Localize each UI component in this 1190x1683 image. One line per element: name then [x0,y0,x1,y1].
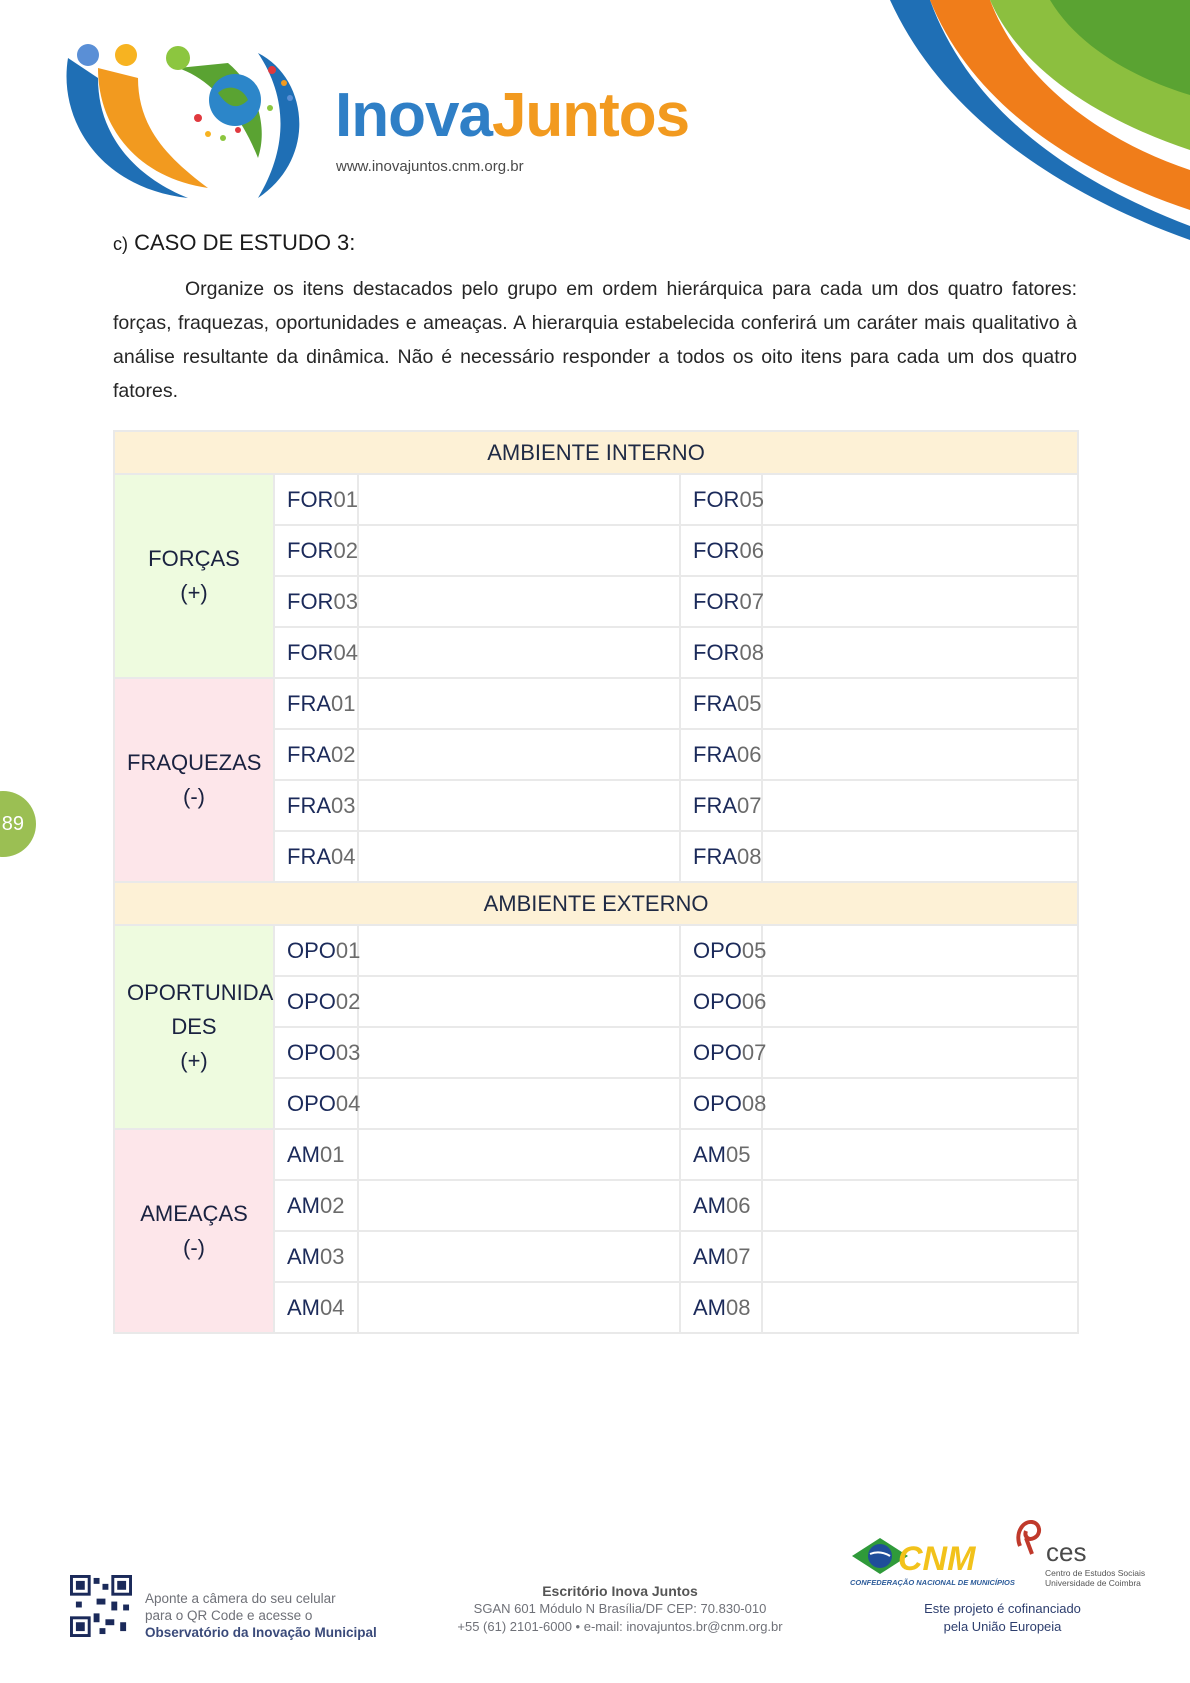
item-prefix: OPO [287,937,336,963]
answer-cell[interactable] [358,729,680,780]
answer-cell[interactable] [762,976,1078,1027]
item-prefix: OPO [693,1039,742,1065]
item-code [274,525,358,576]
answer-cell[interactable] [358,1129,680,1180]
category-label-cont: DES [171,1014,217,1039]
item-number: 05 [741,937,767,963]
category-sign: (-) [183,1235,205,1260]
item-number: 02 [320,1192,345,1218]
intro-paragraph: Organize os itens destacados pelo grupo em ordem hierárquica para cada um dos quatro fatores: forças, fraquezas, oportunidades e ameaças. A hierarquia estabelecida conferirá um caráter mais qualitativo à análise resultante da dinâmica. Não é necessário responder a todos os oito itens para cada um dos quatro fatores. [113,278,1077,402]
brand-part-inova: Inova [335,81,492,150]
item-prefix: AM [693,1294,726,1320]
item-code [680,1129,762,1180]
category-sign: (+) [180,1048,208,1073]
item-code [274,925,361,976]
item-number: 03 [335,1039,361,1065]
item-code [274,474,358,525]
table-row [114,1129,1078,1180]
section-prefix: c) [113,234,128,254]
item-number: 08 [741,1090,767,1116]
table-row [114,474,1078,525]
item-code [680,1282,762,1333]
answer-cell[interactable] [358,831,680,882]
item-number: 03 [320,1243,345,1269]
item-number: 05 [739,486,764,512]
item-prefix: FRA [287,792,331,818]
corner-swoosh-graphic [850,0,1190,240]
item-prefix: OPO [287,988,336,1014]
item-number: 04 [320,1294,345,1320]
item-code [274,576,358,627]
item-prefix: AM [287,1243,320,1269]
item-prefix: AM [287,1141,320,1167]
answer-cell[interactable] [762,729,1078,780]
item-number: 07 [739,588,764,614]
category-forcas [114,474,274,678]
answer-cell[interactable] [358,474,680,525]
answer-cell[interactable] [762,474,1078,525]
category-sign: (-) [183,784,205,809]
answer-cell[interactable] [358,1078,680,1129]
answer-cell[interactable] [358,1180,680,1231]
category-fraquezas [114,678,274,882]
answer-cell[interactable] [762,576,1078,627]
qr-line-1: Aponte a câmera do seu celular [145,1591,336,1606]
item-code [680,780,762,831]
page-number: 89 [1,812,24,835]
item-code [680,1231,762,1282]
item-prefix: FRA [693,690,737,716]
item-code [274,780,358,831]
external-header: AMBIENTE EXTERNO [114,882,1078,925]
item-code [274,627,358,678]
item-code [680,1078,767,1129]
answer-cell[interactable] [762,780,1078,831]
item-number: 08 [726,1294,751,1320]
category-oportunidades [114,925,274,1129]
item-code [274,1129,358,1180]
swot-table [113,430,1079,1334]
qr-line-2: para o QR Code e acesse o [145,1608,313,1623]
eu-line-2: pela União Europeia [943,1619,1062,1634]
item-number: 05 [726,1141,751,1167]
item-prefix: FOR [287,639,334,665]
item-number: 03 [331,792,356,818]
item-code [680,678,762,729]
item-number: 04 [335,1090,361,1116]
answer-cell[interactable] [358,925,680,976]
item-code [680,1180,762,1231]
ces-subtitle [1045,1568,1145,1588]
item-prefix: FOR [693,486,740,512]
item-number: 02 [331,741,356,767]
item-code [680,831,762,882]
qr-line-3 [145,1624,377,1641]
answer-cell[interactable] [358,1231,680,1282]
office-address: SGAN 601 Módulo N Brasília/DF CEP: 70.830-010 [473,1601,767,1616]
answer-cell[interactable] [762,1282,1078,1333]
item-number: 06 [737,741,762,767]
item-code [274,729,358,780]
item-number: 04 [333,639,358,665]
answer-cell[interactable] [358,780,680,831]
item-code [680,976,767,1027]
item-code [680,729,762,780]
cnm-subtitle: CONFEDERAÇÃO NACIONAL DE MUNICÍPIOS [850,1578,1015,1587]
item-code [274,1027,361,1078]
answer-cell[interactable] [762,627,1078,678]
item-code [274,831,358,882]
item-prefix: AM [287,1294,320,1320]
item-prefix: FRA [693,792,737,818]
item-prefix: OPO [287,1039,336,1065]
section-title: CASO DE ESTUDO 3: [134,230,356,255]
item-number: 08 [739,639,764,665]
item-code [274,1078,361,1129]
header-url: www.inovajuntos.cnm.org.br [336,158,524,175]
eu-funding-note [905,1600,1100,1636]
section-heading [113,230,355,256]
internal-header-row [114,431,1078,474]
item-prefix: OPO [693,1090,742,1116]
item-number: 07 [726,1243,751,1269]
item-number: 02 [333,537,358,563]
office-contact: +55 (61) 2101-6000 • e-mail: inovajuntos.br@cnm.org.br [457,1619,783,1634]
item-code [274,678,358,729]
item-code [274,1180,358,1231]
item-prefix: OPO [287,1090,336,1116]
item-prefix: FOR [287,537,334,563]
answer-cell[interactable] [762,1231,1078,1282]
category-label: OPORTUNIDA [127,980,274,1005]
item-code [680,525,762,576]
item-prefix: FRA [693,741,737,767]
table-row [114,678,1078,729]
answer-cell[interactable] [762,1180,1078,1231]
item-prefix: FRA [287,843,331,869]
answer-cell[interactable] [358,525,680,576]
brand-name [335,80,689,151]
answer-cell[interactable] [762,831,1078,882]
item-number: 01 [335,937,361,963]
item-prefix: FRA [287,741,331,767]
item-code [680,576,762,627]
office-info [440,1582,800,1636]
item-prefix: OPO [693,937,742,963]
item-number: 02 [335,988,361,1014]
eu-line-1: Este projeto é cofinanciado [924,1601,1081,1616]
answer-cell[interactable] [358,576,680,627]
answer-cell[interactable] [358,976,680,1027]
item-number: 06 [739,537,764,563]
item-prefix: FOR [693,537,740,563]
answer-cell[interactable] [762,1027,1078,1078]
item-number: 05 [737,690,762,716]
answer-cell[interactable] [762,678,1078,729]
item-prefix: AM [287,1192,320,1218]
answer-cell[interactable] [762,925,1078,976]
page-number-badge [0,791,36,857]
item-prefix: FRA [287,690,331,716]
item-number: 07 [741,1039,767,1065]
item-code [680,925,767,976]
item-number: 06 [741,988,767,1014]
item-code [680,627,762,678]
item-number: 06 [726,1192,751,1218]
item-prefix: FOR [287,486,334,512]
category-label: AMEAÇAS [140,1201,248,1226]
item-prefix: AM [693,1243,726,1269]
item-prefix: FRA [693,843,737,869]
table-row [114,925,1078,976]
answer-cell[interactable] [358,1027,680,1078]
observatorio-link[interactable]: Observatório da Inovação Municipal [145,1625,377,1640]
qr-caption [145,1590,377,1641]
answer-cell[interactable] [762,1129,1078,1180]
item-code [274,1231,358,1282]
item-number: 01 [331,690,356,716]
item-code [274,1282,358,1333]
answer-cell[interactable] [762,525,1078,576]
external-header-row [114,882,1078,925]
item-code [680,1027,767,1078]
item-number: 07 [737,792,762,818]
item-number: 04 [331,843,356,869]
item-number: 01 [333,486,358,512]
answer-cell[interactable] [762,1078,1078,1129]
category-label: FORÇAS [148,546,240,571]
answer-cell[interactable] [358,1282,680,1333]
item-prefix: AM [693,1192,726,1218]
item-prefix: FOR [693,588,740,614]
ces-sub-line-2: Universidade de Coimbra [1045,1578,1141,1588]
item-number: 03 [333,588,358,614]
category-label: FRAQUEZAS [127,750,262,775]
item-prefix: AM [693,1141,726,1167]
item-prefix: FOR [287,588,334,614]
cnm-logo-text: CNM [898,1540,976,1578]
item-code [274,976,361,1027]
item-prefix: FOR [693,639,740,665]
item-number: 08 [737,843,762,869]
ces-sub-line-1: Centro de Estudos Sociais [1045,1568,1146,1578]
item-code [680,474,762,525]
office-title: Escritório Inova Juntos [542,1583,698,1599]
qr-code-icon[interactable] [70,1575,132,1637]
internal-header: AMBIENTE INTERNO [114,431,1078,474]
category-ameacas [114,1129,274,1333]
brand-part-juntos: Juntos [491,81,690,150]
item-number: 01 [320,1141,345,1167]
item-prefix: OPO [693,988,742,1014]
answer-cell[interactable] [358,627,680,678]
category-sign: (+) [180,580,208,605]
ces-logo-text: ces [1046,1537,1087,1567]
answer-cell[interactable] [358,678,680,729]
